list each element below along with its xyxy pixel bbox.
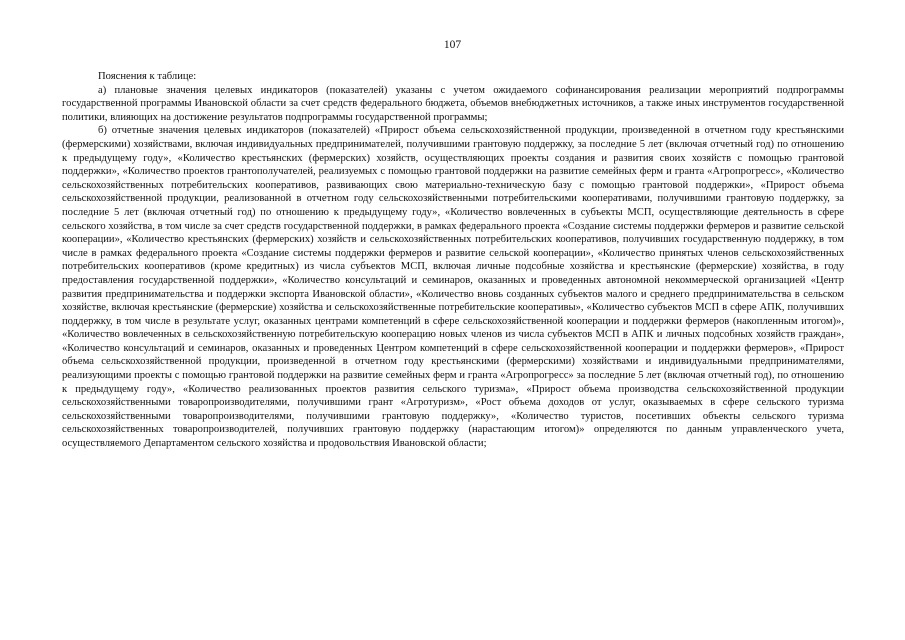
paragraph-b: б) отчетные значения целевых индикаторов (показателей) «Прирост объема сельскохозяйственной продукции, произведенной в отчетном году крестьянскими (фермерскими) хозяйствами, включая индивидуальных предпринимателей, получившими грантовую поддержку, за последние 5 лет (включая отчетный год) по отношению к предыдущему году», «Количество крестьянских (фермерских) хозяйств, осуществляющих проекты создания и развития своих хозяйств с помощью грантовой поддержки», «Количество проектов грантополучателей, реализуемых с помощью грантовой поддержки на развитие семейных ферм и гранта «Агропрогресс», «Количество сельскохозяйственных потребительских кооперативов, развивающих свою материально-техническую базу с помощью грантовой поддержки», «Прирост объема сельскохозяйственной продукции, реализованной в отчетном году сельскохозяйственными потребительскими кооперативами, получившими грантовую поддержку, за последние 5 лет (включая отчетный год) по отношению к предыдущему году», «Количество вовлеченных в субъекты МСП, осуществляющие деятельность в сфере сельского хозяйства, в том числе за счет средств государственной поддержки, в рамках федерального проекта «Создание системы поддержки фермеров и развитие сельской кооперации», «Количество крестьянских (фермерских) хозяйств и сельскохозяйственных потребительских кооперативов, получивших государственную поддержку, в том числе в рамках федерального проекта «Создание системы поддержки фермеров и развитие сельской кооперации», «Количество принятых членов сельскохозяйственных потребительских кооперативов (кроме кредитных) из числа субъектов МСП, включая личные подсобные хозяйства и крестьянские (фермерские) хозяйства, в году предоставления государственной поддержки», «Количество консультаций и семинаров, оказанных и проведенных автономной некоммерческой организацией «Центр развития предпринимательства и поддержки экспорта Ивановской области», «Количество вновь созданных субъектов малого и среднего предпринимательства в сельском хозяйстве, включая крестьянские (фермерские) хозяйства и сельскохозяйственные потребительские кооперативы», «Количество субъектов МСП в сфере АПК, получивших поддержку, в том числе в результате услуг, оказанных центрами компетенций в сфере сельскохозяйственной кооперации и поддержки фермеров (накопленным итогом)», «Количество вовлеченных в сельскохозяйственную потребительскую кооперацию новых членов из числа субъектов МСП в АПК и личных подсобных хозяйств граждан», «Количество консультаций и семинаров, оказанных и проведенных Центром компетенций в сфере сельскохозяйственной кооперации и поддержки фермеров», «Прирост объема сельскохозяйственной продукции, произведенной в отчетном году крестьянскими (фермерскими) хозяйствами и индивидуальными предпринимателями, реализующими проекты с помощью грантовой поддержки на развитие семейных ферм и гранта «Агропрогресс» за последние 5 лет (включая отчетный год), по отношению к предыдущему году», «Количество реализованных проектов развития сельского туризма», «Прирост объема производства сельскохозяйственной продукции сельскохозяйственными товаропроизводителями, получившими грант «Агротуризм», «Рост объема доходов от услуг, оказываемых в сфере сельского туризма сельскохозяйственными товаропроизводителями, получившими грантовую поддержку», «Количество туристов, посетивших объекты сельского туризма сельскохозяйственных товаропроизводителей, получивших грантовую поддержку (нарастающим итогом)» определяются по данным управленческого учета, осуществляемого Департаментом сельского хозяйства и продовольствия Ивановской области;: [62, 125, 844, 450]
notes-heading: Пояснения к таблице:: [98, 71, 197, 82]
document-body: [62, 70, 844, 451]
paragraph-a: а) плановые значения целевых индикаторов (показателей) указаны с учетом ожидаемого софинансирования реализации мероприятий подпрограммы государственной программы Ивановской области за счет средств федерального бюджета, объемов внебюджетных источников, а также иных инструментов государственной политики, влияющих на достижение результатов подпрограммы государственной программы;: [62, 84, 844, 123]
page-number: 107: [443, 39, 462, 51]
